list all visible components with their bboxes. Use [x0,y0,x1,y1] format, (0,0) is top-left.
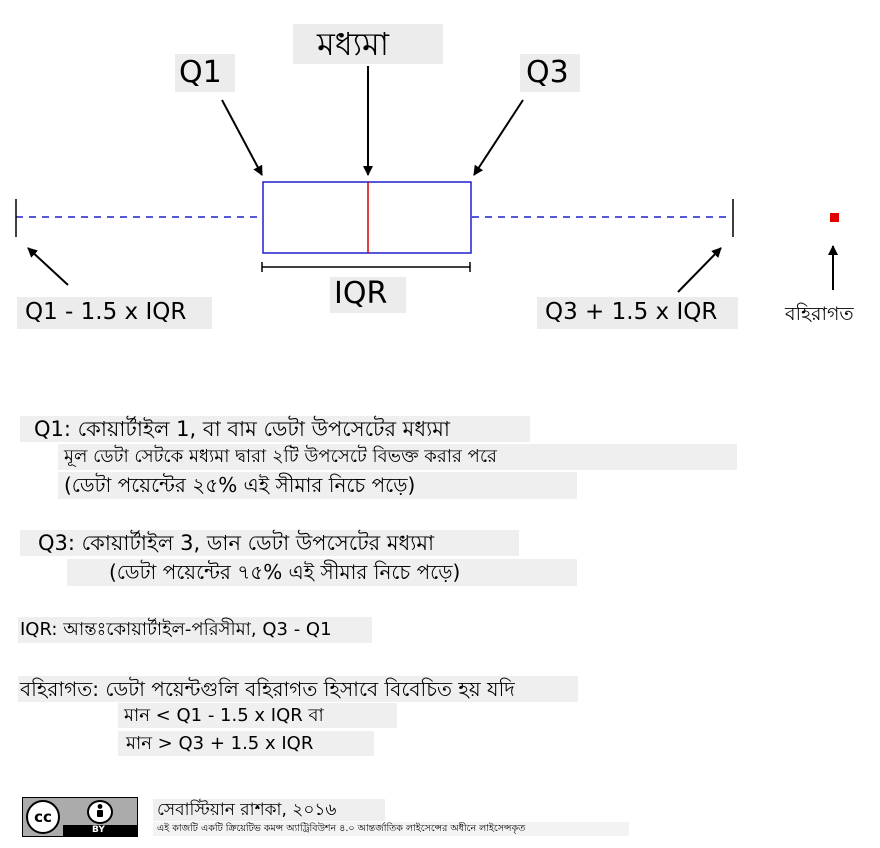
upper-fence-arrow [678,248,721,292]
iqr-box [263,182,471,253]
outlier-label: বহিরাগত [785,303,854,325]
q3-note-line2: (ডেটা পয়েন্টের ৭৫% এই সীমার নিচে পড়ে) [67,559,577,586]
q1-label: Q1 [175,54,235,92]
by-strip [63,825,137,836]
outlier-condition-1: মান < Q1 - 1.5 x IQR বা [118,703,397,728]
median-label: মধ্যমা [293,24,443,64]
outlier-note-title: বহিরাগত: ডেটা পয়েন্টগুলি বহিরাগত হিসাবে বিবেচিত হয় যদি [18,676,578,702]
lower-fence-label: Q1 - 1.5 x IQR [17,297,212,329]
q3-arrow [474,100,523,175]
outlier-point [830,213,839,222]
q3-note-title: Q3: কোয়ার্টাইল 3, ডান ডেটা উপসেটের মধ্যমা [20,530,519,556]
cc-icon [26,800,60,834]
q1-note-line2: মূল ডেটা সেটকে মধ্যমা দ্বারা ২টি উপসেটে বিভক্ত করার পরে [58,444,737,470]
lower-fence-arrow [28,248,68,285]
outlier-condition-2: মান > Q3 + 1.5 x IQR [118,731,374,756]
iqr-bracket [262,262,470,272]
q1-arrow [222,100,262,175]
footer-license: এই কাজটি একটি ক্রিয়েটিভ কমন্স অ্যাট্রিবিউশন ৪.০ আন্তর্জাতিক লাইসেন্সের অধীনে লাইসেন্সকৃত [153,822,629,836]
upper-fence-label: Q3 + 1.5 x IQR [537,297,738,329]
cc-by-badge [22,797,138,837]
iqr-label: IQR [330,277,406,313]
person-icon [87,800,113,824]
by-text: BY [92,825,105,835]
q3-label: Q3 [520,54,580,92]
q1-note-line3: (ডেটা পয়েন্টের ২৫% এই সীমার নিচে পড়ে) [58,472,577,499]
footer-author: সেবাস্টিয়ান রাশকা, ২০১৬ [153,799,385,821]
iqr-definition: IQR: আন্তঃকোয়ার্টাইল-পরিসীমা, Q3 - Q1 [18,617,372,643]
cc-icon-text: cc [34,808,52,826]
q1-note-title: Q1: কোয়ার্টাইল 1, বা বাম ডেটা উপসেটের মধ্যমা [20,416,530,442]
